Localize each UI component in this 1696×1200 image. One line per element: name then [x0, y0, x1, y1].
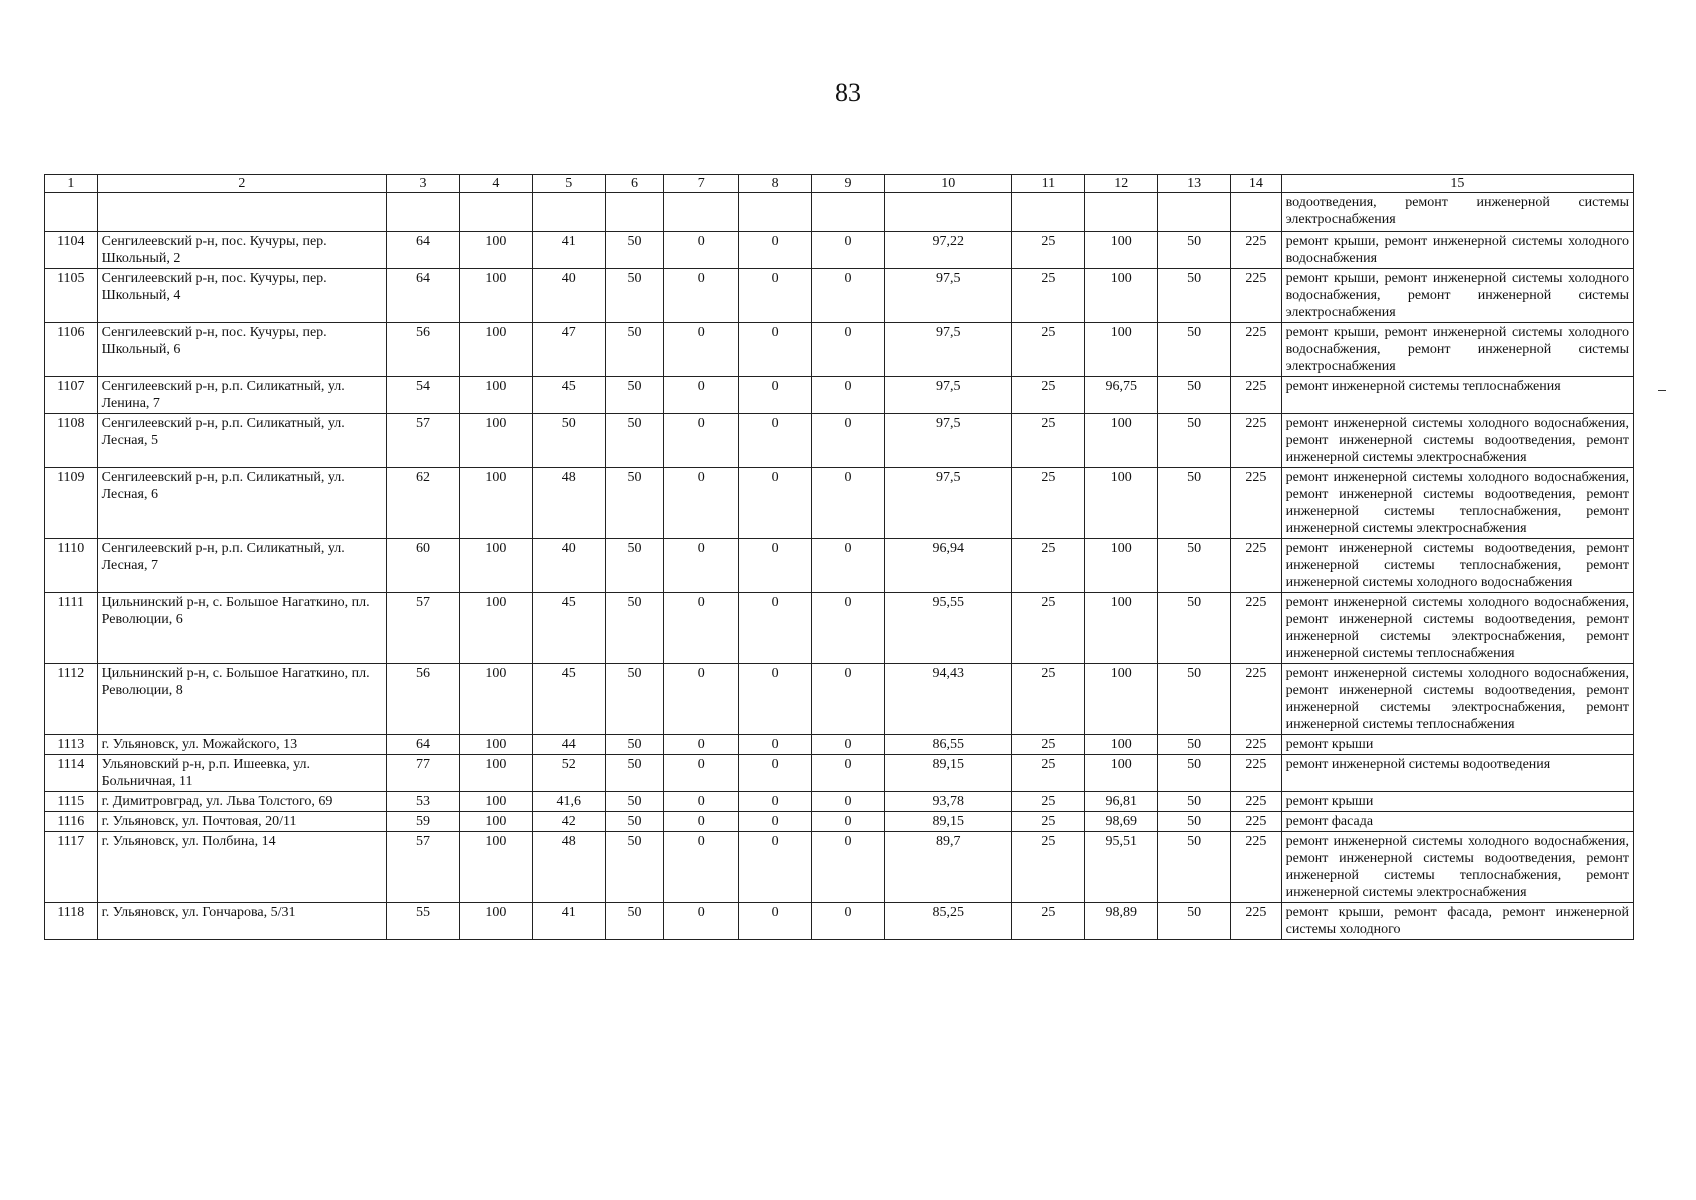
col-11-cell: 25 — [1012, 735, 1085, 755]
column-header-4: 4 — [459, 175, 532, 193]
col-12-cell: 100 — [1085, 735, 1158, 755]
col-5-cell: 41,6 — [532, 792, 605, 812]
work-description-cell: ремонт инженерной системы водоотведения — [1281, 755, 1633, 792]
col-4-cell: 100 — [459, 812, 532, 832]
col-3-cell: 59 — [387, 812, 460, 832]
work-description-cell: ремонт крыши, ремонт инженерной системы холодного водоснабжения, ремонт инженерной системы электроснабжения — [1281, 323, 1633, 377]
col-8-cell: 0 — [739, 539, 812, 593]
col-4-cell: 100 — [459, 323, 532, 377]
col-11-cell: 25 — [1012, 755, 1085, 792]
work-description-cell: ремонт инженерной системы холодного водоснабжения, ремонт инженерной системы водоотведения, ремонт инженерной системы электроснабжения, ремонт инженерной системы теплоснабжения — [1281, 664, 1633, 735]
col-4-cell: 100 — [459, 377, 532, 414]
address-cell: Сенгилеевский р-н, р.п. Силикатный, ул. Ленина, 7 — [97, 377, 386, 414]
col-11-cell: 25 — [1012, 812, 1085, 832]
col-14-cell: 225 — [1231, 323, 1282, 377]
col-3-cell: 57 — [387, 414, 460, 468]
col-6-cell: 50 — [605, 755, 664, 792]
address-cell: Сенгилеевский р-н, р.п. Силикатный, ул. Лесная, 5 — [97, 414, 386, 468]
col-11-cell: 25 — [1012, 414, 1085, 468]
col-4-cell: 100 — [459, 269, 532, 323]
col-4-cell: 100 — [459, 468, 532, 539]
empty-cell — [1012, 193, 1085, 232]
col-3-cell: 54 — [387, 377, 460, 414]
col-9-cell: 0 — [812, 377, 885, 414]
row-number-cell: 1116 — [45, 812, 98, 832]
address-cell: г. Димитровград, ул. Льва Толстого, 69 — [97, 792, 386, 812]
col-6-cell: 50 — [605, 903, 664, 940]
col-8-cell: 0 — [739, 792, 812, 812]
work-description-cell: ремонт крыши, ремонт инженерной системы холодного водоснабжения — [1281, 232, 1633, 269]
col-7-cell: 0 — [664, 377, 739, 414]
column-header-6: 6 — [605, 175, 664, 193]
empty-cell — [459, 193, 532, 232]
col-5-cell: 48 — [532, 468, 605, 539]
col-5-cell: 40 — [532, 539, 605, 593]
col-14-cell: 225 — [1231, 593, 1282, 664]
col-12-cell: 100 — [1085, 468, 1158, 539]
col-10-cell: 97,5 — [884, 377, 1012, 414]
col-13-cell: 50 — [1158, 468, 1231, 539]
col-5-cell: 41 — [532, 232, 605, 269]
col-7-cell: 0 — [664, 735, 739, 755]
col-13-cell: 50 — [1158, 539, 1231, 593]
col-10-cell: 97,22 — [884, 232, 1012, 269]
col-8-cell: 0 — [739, 903, 812, 940]
address-cell: Цильнинский р-н, с. Большое Нагаткино, пл. Революции, 8 — [97, 664, 386, 735]
col-7-cell: 0 — [664, 832, 739, 903]
empty-cell — [739, 193, 812, 232]
col-3-cell: 56 — [387, 664, 460, 735]
table-row — [45, 323, 1634, 377]
column-header-11: 11 — [1012, 175, 1085, 193]
table-row — [45, 903, 1634, 940]
col-8-cell: 0 — [739, 269, 812, 323]
continuation-row — [45, 193, 1634, 232]
col-14-cell: 225 — [1231, 539, 1282, 593]
col-11-cell: 25 — [1012, 593, 1085, 664]
empty-cell — [812, 193, 885, 232]
col-5-cell: 52 — [532, 755, 605, 792]
col-7-cell: 0 — [664, 792, 739, 812]
address-cell: г. Ульяновск, ул. Полбина, 14 — [97, 832, 386, 903]
row-number-cell: 1113 — [45, 735, 98, 755]
col-6-cell: 50 — [605, 735, 664, 755]
col-8-cell: 0 — [739, 593, 812, 664]
col-9-cell: 0 — [812, 755, 885, 792]
col-9-cell: 0 — [812, 323, 885, 377]
col-3-cell: 64 — [387, 735, 460, 755]
continuation-work-text: водоотведения, ремонт инженерной системы электроснабжения — [1281, 193, 1633, 232]
col-7-cell: 0 — [664, 232, 739, 269]
col-9-cell: 0 — [812, 593, 885, 664]
row-number-cell: 1117 — [45, 832, 98, 903]
col-13-cell: 50 — [1158, 414, 1231, 468]
col-8-cell: 0 — [739, 414, 812, 468]
col-13-cell: 50 — [1158, 269, 1231, 323]
col-7-cell: 0 — [664, 664, 739, 735]
col-6-cell: 50 — [605, 269, 664, 323]
col-14-cell: 225 — [1231, 664, 1282, 735]
col-5-cell: 44 — [532, 735, 605, 755]
col-8-cell: 0 — [739, 323, 812, 377]
col-6-cell: 50 — [605, 832, 664, 903]
col-4-cell: 100 — [459, 903, 532, 940]
col-7-cell: 0 — [664, 468, 739, 539]
col-14-cell: 225 — [1231, 755, 1282, 792]
col-3-cell: 62 — [387, 468, 460, 539]
col-4-cell: 100 — [459, 232, 532, 269]
col-14-cell: 225 — [1231, 792, 1282, 812]
col-14-cell: 225 — [1231, 468, 1282, 539]
row-number-cell: 1107 — [45, 377, 98, 414]
col-4-cell: 100 — [459, 832, 532, 903]
column-header-2: 2 — [97, 175, 386, 193]
column-header-15: 15 — [1281, 175, 1633, 193]
col-7-cell: 0 — [664, 755, 739, 792]
col-10-cell: 94,43 — [884, 664, 1012, 735]
col-5-cell: 45 — [532, 593, 605, 664]
col-7-cell: 0 — [664, 323, 739, 377]
col-3-cell: 64 — [387, 232, 460, 269]
col-4-cell: 100 — [459, 755, 532, 792]
col-9-cell: 0 — [812, 832, 885, 903]
column-header-9: 9 — [812, 175, 885, 193]
col-10-cell: 93,78 — [884, 792, 1012, 812]
col-10-cell: 96,94 — [884, 539, 1012, 593]
col-11-cell: 25 — [1012, 323, 1085, 377]
empty-cell — [97, 193, 386, 232]
col-10-cell: 89,15 — [884, 755, 1012, 792]
col-6-cell: 50 — [605, 539, 664, 593]
col-12-cell: 100 — [1085, 664, 1158, 735]
table-row — [45, 755, 1634, 792]
column-header-7: 7 — [664, 175, 739, 193]
col-4-cell: 100 — [459, 414, 532, 468]
column-header-14: 14 — [1231, 175, 1282, 193]
col-14-cell: 225 — [1231, 414, 1282, 468]
empty-cell — [387, 193, 460, 232]
col-7-cell: 0 — [664, 593, 739, 664]
col-9-cell: 0 — [812, 414, 885, 468]
col-13-cell: 50 — [1158, 903, 1231, 940]
col-4-cell: 100 — [459, 593, 532, 664]
col-4-cell: 100 — [459, 792, 532, 812]
table-row — [45, 812, 1634, 832]
col-14-cell: 225 — [1231, 903, 1282, 940]
col-9-cell: 0 — [812, 232, 885, 269]
table-row — [45, 539, 1634, 593]
empty-cell — [45, 193, 98, 232]
col-9-cell: 0 — [812, 539, 885, 593]
table-row — [45, 593, 1634, 664]
work-description-cell: ремонт крыши, ремонт инженерной системы холодного водоснабжения, ремонт инженерной системы электроснабжения — [1281, 269, 1633, 323]
col-12-cell: 100 — [1085, 755, 1158, 792]
row-number-cell: 1106 — [45, 323, 98, 377]
work-description-cell: ремонт инженерной системы теплоснабжения — [1281, 377, 1633, 414]
row-number-cell: 1118 — [45, 903, 98, 940]
col-3-cell: 77 — [387, 755, 460, 792]
address-cell: Цильнинский р-н, с. Большое Нагаткино, пл. Революции, 6 — [97, 593, 386, 664]
col-3-cell: 57 — [387, 832, 460, 903]
col-3-cell: 64 — [387, 269, 460, 323]
row-number-cell: 1110 — [45, 539, 98, 593]
col-13-cell: 50 — [1158, 812, 1231, 832]
empty-cell — [664, 193, 739, 232]
column-header-8: 8 — [739, 175, 812, 193]
address-cell: Сенгилеевский р-н, пос. Кучуры, пер. Школьный, 6 — [97, 323, 386, 377]
col-14-cell: 225 — [1231, 269, 1282, 323]
address-cell: г. Ульяновск, ул. Можайского, 13 — [97, 735, 386, 755]
repair-program-table-container — [44, 174, 1634, 940]
col-11-cell: 25 — [1012, 468, 1085, 539]
col-5-cell: 48 — [532, 832, 605, 903]
empty-cell — [1231, 193, 1282, 232]
col-13-cell: 50 — [1158, 664, 1231, 735]
col-10-cell: 95,55 — [884, 593, 1012, 664]
col-10-cell: 89,7 — [884, 832, 1012, 903]
col-12-cell: 100 — [1085, 593, 1158, 664]
empty-cell — [1085, 193, 1158, 232]
work-description-cell: ремонт инженерной системы водоотведения, ремонт инженерной системы теплоснабжения, ремонт инженерной системы холодного водоснабжения — [1281, 539, 1633, 593]
row-number-cell: 1109 — [45, 468, 98, 539]
col-10-cell: 97,5 — [884, 269, 1012, 323]
work-description-cell: ремонт инженерной системы холодного водоснабжения, ремонт инженерной системы водоотведения, ремонт инженерной системы теплоснабжения, ремонт инженерной системы электроснабжения — [1281, 468, 1633, 539]
row-number-cell: 1115 — [45, 792, 98, 812]
col-14-cell: 225 — [1231, 232, 1282, 269]
col-4-cell: 100 — [459, 664, 532, 735]
row-number-cell: 1111 — [45, 593, 98, 664]
empty-cell — [1158, 193, 1231, 232]
column-header-12: 12 — [1085, 175, 1158, 193]
col-12-cell: 100 — [1085, 232, 1158, 269]
row-number-cell: 1104 — [45, 232, 98, 269]
col-11-cell: 25 — [1012, 539, 1085, 593]
table-body — [45, 193, 1634, 940]
col-7-cell: 0 — [664, 414, 739, 468]
work-description-cell: ремонт фасада — [1281, 812, 1633, 832]
col-6-cell: 50 — [605, 323, 664, 377]
col-12-cell: 100 — [1085, 414, 1158, 468]
empty-cell — [884, 193, 1012, 232]
col-10-cell: 89,15 — [884, 812, 1012, 832]
header-row — [45, 175, 1634, 193]
col-11-cell: 25 — [1012, 832, 1085, 903]
row-number-cell: 1108 — [45, 414, 98, 468]
col-7-cell: 0 — [664, 812, 739, 832]
col-3-cell: 56 — [387, 323, 460, 377]
col-6-cell: 50 — [605, 377, 664, 414]
table-row — [45, 832, 1634, 903]
col-10-cell: 97,5 — [884, 468, 1012, 539]
col-9-cell: 0 — [812, 468, 885, 539]
col-12-cell: 98,89 — [1085, 903, 1158, 940]
col-6-cell: 50 — [605, 792, 664, 812]
col-11-cell: 25 — [1012, 664, 1085, 735]
col-11-cell: 25 — [1012, 269, 1085, 323]
row-number-cell: 1105 — [45, 269, 98, 323]
empty-cell — [605, 193, 664, 232]
col-4-cell: 100 — [459, 735, 532, 755]
col-5-cell: 40 — [532, 269, 605, 323]
col-7-cell: 0 — [664, 269, 739, 323]
col-6-cell: 50 — [605, 468, 664, 539]
col-8-cell: 0 — [739, 755, 812, 792]
col-13-cell: 50 — [1158, 232, 1231, 269]
table-row — [45, 735, 1634, 755]
col-12-cell: 96,75 — [1085, 377, 1158, 414]
col-10-cell: 86,55 — [884, 735, 1012, 755]
col-13-cell: 50 — [1158, 832, 1231, 903]
col-13-cell: 50 — [1158, 755, 1231, 792]
col-8-cell: 0 — [739, 664, 812, 735]
col-13-cell: 50 — [1158, 593, 1231, 664]
col-10-cell: 85,25 — [884, 903, 1012, 940]
col-11-cell: 25 — [1012, 903, 1085, 940]
col-14-cell: 225 — [1231, 832, 1282, 903]
address-cell: Сенгилеевский р-н, р.п. Силикатный, ул. Лесная, 6 — [97, 468, 386, 539]
table-row — [45, 269, 1634, 323]
col-13-cell: 50 — [1158, 792, 1231, 812]
col-13-cell: 50 — [1158, 377, 1231, 414]
work-description-cell: ремонт крыши, ремонт фасада, ремонт инженерной системы холодного — [1281, 903, 1633, 940]
col-12-cell: 100 — [1085, 269, 1158, 323]
col-12-cell: 96,81 — [1085, 792, 1158, 812]
col-14-cell: 225 — [1231, 812, 1282, 832]
table-row — [45, 232, 1634, 269]
col-8-cell: 0 — [739, 377, 812, 414]
column-header-3: 3 — [387, 175, 460, 193]
column-header-5: 5 — [532, 175, 605, 193]
column-header-1: 1 — [45, 175, 98, 193]
work-description-cell: ремонт крыши — [1281, 735, 1633, 755]
col-14-cell: 225 — [1231, 735, 1282, 755]
col-12-cell: 100 — [1085, 539, 1158, 593]
row-number-cell: 1112 — [45, 664, 98, 735]
work-description-cell: ремонт инженерной системы холодного водоснабжения, ремонт инженерной системы водоотведения, ремонт инженерной системы теплоснабжения, ремонт инженерной системы электроснабжения — [1281, 832, 1633, 903]
col-8-cell: 0 — [739, 232, 812, 269]
table-row — [45, 468, 1634, 539]
col-3-cell: 53 — [387, 792, 460, 812]
col-9-cell: 0 — [812, 269, 885, 323]
col-9-cell: 0 — [812, 792, 885, 812]
col-5-cell: 42 — [532, 812, 605, 832]
empty-cell — [532, 193, 605, 232]
work-description-cell: ремонт крыши — [1281, 792, 1633, 812]
col-7-cell: 0 — [664, 539, 739, 593]
col-11-cell: 25 — [1012, 792, 1085, 812]
table-row — [45, 792, 1634, 812]
col-11-cell: 25 — [1012, 377, 1085, 414]
col-6-cell: 50 — [605, 812, 664, 832]
margin-dash-mark — [1658, 390, 1666, 391]
col-13-cell: 50 — [1158, 323, 1231, 377]
col-6-cell: 50 — [605, 232, 664, 269]
col-9-cell: 0 — [812, 812, 885, 832]
row-number-cell: 1114 — [45, 755, 98, 792]
column-header-13: 13 — [1158, 175, 1231, 193]
page-number: 83 — [835, 78, 861, 107]
col-11-cell: 25 — [1012, 232, 1085, 269]
work-description-cell: ремонт инженерной системы холодного водоснабжения, ремонт инженерной системы водоотведения, ремонт инженерной системы электроснабжения — [1281, 414, 1633, 468]
col-9-cell: 0 — [812, 664, 885, 735]
col-5-cell: 41 — [532, 903, 605, 940]
col-8-cell: 0 — [739, 468, 812, 539]
col-6-cell: 50 — [605, 664, 664, 735]
address-cell: г. Ульяновск, ул. Почтовая, 20/11 — [97, 812, 386, 832]
address-cell: Сенгилеевский р-н, р.п. Силикатный, ул. Лесная, 7 — [97, 539, 386, 593]
col-5-cell: 45 — [532, 377, 605, 414]
col-5-cell: 47 — [532, 323, 605, 377]
address-cell: Сенгилеевский р-н, пос. Кучуры, пер. Школьный, 4 — [97, 269, 386, 323]
col-8-cell: 0 — [739, 832, 812, 903]
col-10-cell: 97,5 — [884, 414, 1012, 468]
col-4-cell: 100 — [459, 539, 532, 593]
col-6-cell: 50 — [605, 593, 664, 664]
col-13-cell: 50 — [1158, 735, 1231, 755]
col-5-cell: 50 — [532, 414, 605, 468]
col-14-cell: 225 — [1231, 377, 1282, 414]
col-8-cell: 0 — [739, 735, 812, 755]
col-7-cell: 0 — [664, 903, 739, 940]
column-header-10: 10 — [884, 175, 1012, 193]
col-3-cell: 57 — [387, 593, 460, 664]
col-12-cell: 95,51 — [1085, 832, 1158, 903]
col-5-cell: 45 — [532, 664, 605, 735]
work-description-cell: ремонт инженерной системы холодного водоснабжения, ремонт инженерной системы водоотведения, ремонт инженерной системы электроснабжения, ремонт инженерной системы теплоснабжения — [1281, 593, 1633, 664]
col-9-cell: 0 — [812, 735, 885, 755]
col-6-cell: 50 — [605, 414, 664, 468]
col-8-cell: 0 — [739, 812, 812, 832]
table-row — [45, 377, 1634, 414]
col-9-cell: 0 — [812, 903, 885, 940]
col-10-cell: 97,5 — [884, 323, 1012, 377]
col-3-cell: 60 — [387, 539, 460, 593]
col-3-cell: 55 — [387, 903, 460, 940]
address-cell: Ульяновский р-н, р.п. Ишеевка, ул. Больничная, 11 — [97, 755, 386, 792]
repair-program-table — [44, 174, 1634, 940]
col-12-cell: 98,69 — [1085, 812, 1158, 832]
col-12-cell: 100 — [1085, 323, 1158, 377]
table-row — [45, 414, 1634, 468]
address-cell: г. Ульяновск, ул. Гончарова, 5/31 — [97, 903, 386, 940]
table-row — [45, 664, 1634, 735]
address-cell: Сенгилеевский р-н, пос. Кучуры, пер. Школьный, 2 — [97, 232, 386, 269]
